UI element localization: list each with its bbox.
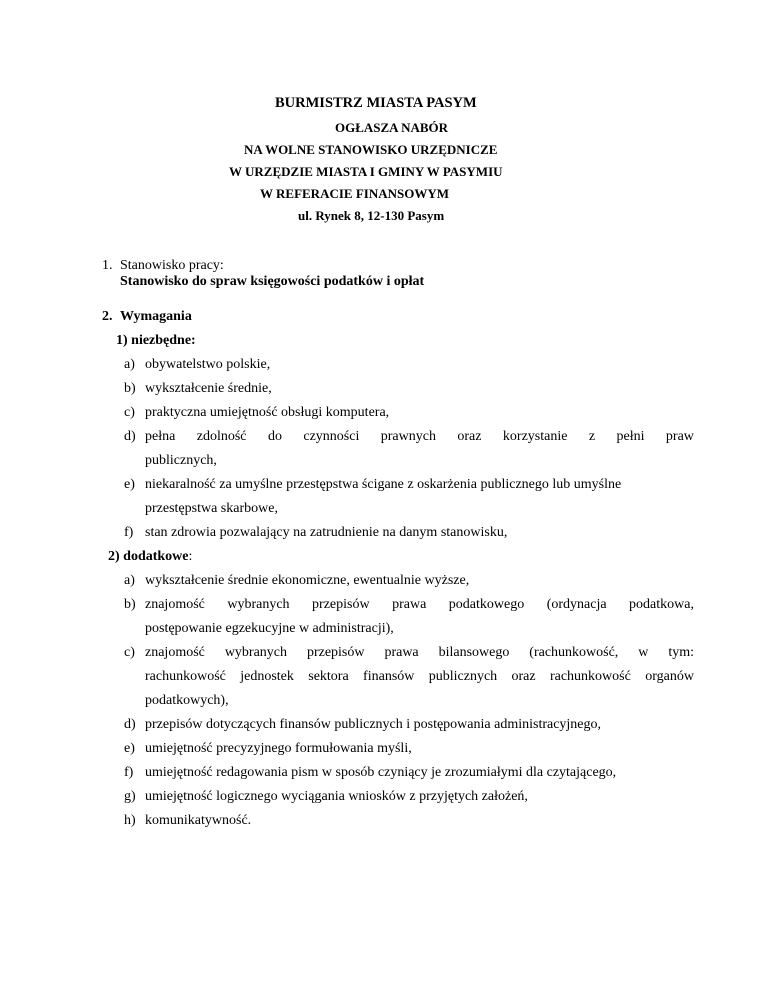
add-c-marker: c) <box>124 645 135 660</box>
add-c-word: rachunkowość <box>145 669 226 684</box>
header-line-announce: OGŁASZA NABÓR <box>335 120 449 135</box>
add-c-word: jednostek <box>240 669 294 684</box>
req-b-marker: b) <box>124 381 136 396</box>
add-c-word: w <box>638 645 649 660</box>
req-d-word: prawnych <box>380 429 436 444</box>
add-c-word: (rachunkowość, <box>529 645 619 660</box>
add-c-word: oraz <box>511 669 536 684</box>
req-d-line1 <box>145 430 694 444</box>
add-c-word: bilansowego <box>438 645 510 660</box>
add-b-word: przepisów <box>312 597 370 612</box>
req-f-text: stan zdrowia pozwalający na zatrudnienie na danym stanowisku, <box>145 525 508 540</box>
required-label: 1) niezbędne: <box>116 333 196 348</box>
page-title: BURMISTRZ MIASTA PASYM <box>275 95 477 111</box>
header-address: ul. Rynek 8, 12-130 Pasym <box>298 208 445 223</box>
add-b-line2: postępowanie egzekucyjne w administracji), <box>145 621 394 636</box>
add-b-word: podatkowego <box>448 597 525 612</box>
req-d-word: korzystanie <box>502 429 568 444</box>
header-line-department: W REFERACIE FINANSOWYM <box>260 186 449 201</box>
add-c-line2 <box>145 670 694 684</box>
add-d-text: przepisów dotyczących finansów publicznych i postępowania administracyjnego, <box>145 717 602 732</box>
req-c-text: praktyczna umiejętność obsługi komputera, <box>145 405 390 420</box>
add-c-word: przepisów <box>306 645 365 660</box>
req-d-word: z <box>588 429 596 444</box>
add-c-word: prawa <box>384 645 419 660</box>
req-d-word: pełni <box>616 429 645 444</box>
req-a-marker: a) <box>124 357 135 372</box>
section2-label: Wymagania <box>120 309 192 324</box>
req-d-word: praw <box>665 429 694 444</box>
add-b-word: znajomość <box>145 597 205 612</box>
section1-position: Stanowisko do spraw księgowości podatków i opłat <box>120 274 425 289</box>
add-b-word: wybranych <box>227 597 290 612</box>
req-b-text: wykształcenie średnie, <box>145 381 272 396</box>
add-b-marker: b) <box>124 597 136 612</box>
add-b-word: (ordynacja <box>546 597 607 612</box>
add-g-text: umiejętność logicznego wyciągania wniosków z przyjętych założeń, <box>145 789 528 804</box>
add-h-text: komunikatywność. <box>145 813 252 828</box>
additional-label-wrap <box>108 550 192 564</box>
req-f-marker: f) <box>124 525 134 540</box>
section1-number: 1. <box>102 258 113 273</box>
req-a-text: obywatelstwo polskie, <box>145 357 271 372</box>
add-c-word: sektora <box>308 669 349 684</box>
add-c-word: tym: <box>668 645 694 660</box>
add-b-word: prawa <box>392 597 427 612</box>
req-e-marker: e) <box>124 477 135 492</box>
add-b-line1 <box>145 598 694 612</box>
req-c-marker: c) <box>124 405 135 420</box>
add-c-line3: podatkowych), <box>145 693 229 708</box>
add-f-text: umiejętność redagowania pism w sposób czyniący je zrozumiałymi dla czytającego, <box>145 765 617 780</box>
add-e-text: umiejętność precyzyjnego formułowania myśli, <box>145 741 412 756</box>
add-c-word: organów <box>645 669 694 684</box>
req-d-line2: publicznych, <box>145 453 217 468</box>
section2-number: 2. <box>102 309 113 324</box>
add-c-word: wybranych <box>224 645 288 660</box>
header-line-office: W URZĘDZIE MIASTA I GMINY W PASYMIU <box>229 164 503 179</box>
section1-label: Stanowisko pracy: <box>120 258 224 273</box>
add-g-marker: g) <box>124 789 136 804</box>
add-f-marker: f) <box>124 765 134 780</box>
add-c-word: znajomość <box>145 645 205 660</box>
add-c-word: rachunkowość <box>549 669 631 684</box>
add-a-text: wykształcenie średnie ekonomiczne, ewentualnie wyższe, <box>145 573 470 588</box>
add-h-marker: h) <box>124 813 136 828</box>
additional-label: 2) dodatkowe <box>108 549 189 564</box>
req-d-word: czynności <box>303 429 360 444</box>
req-d-word: zdolność <box>196 429 247 444</box>
add-c-word: finansów <box>363 669 415 684</box>
add-d-marker: d) <box>124 717 136 732</box>
req-d-word: pełna <box>145 429 176 444</box>
req-d-word: do <box>267 429 282 444</box>
req-e-line2: przestępstwa skarbowe, <box>145 501 278 516</box>
add-c-word: publicznych <box>428 669 498 684</box>
req-d-marker: d) <box>124 429 136 444</box>
add-b-word: podatkowa, <box>629 597 694 612</box>
add-e-marker: e) <box>124 741 135 756</box>
req-e-line1: niekaralność za umyślne przestępstwa ścigane z oskarżenia publicznego lub umyślne <box>145 477 622 492</box>
header-line-position-type: NA WOLNE STANOWISKO URZĘDNICZE <box>244 142 498 157</box>
additional-label-colon: : <box>188 549 193 564</box>
add-a-marker: a) <box>124 573 135 588</box>
req-d-word: oraz <box>457 429 482 444</box>
add-c-line1 <box>145 646 694 660</box>
